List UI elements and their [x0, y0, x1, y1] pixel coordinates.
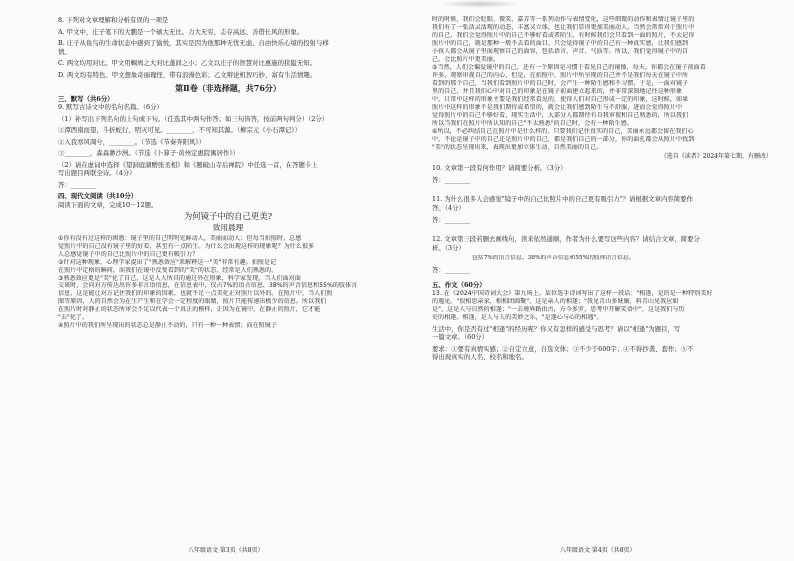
question-10-answer[interactable]: 答：________ [432, 175, 471, 184]
paragraph-5-line: 里的自己，并且我们心中对自己的印象是在镜子前面建立起来的，并非常深刻地记住这种形象 [432, 87, 683, 95]
paragraph-5-line: ⑤当然，人们会偏爱镜中的自己，还有一个原因是习惯于看见自己的镜像，每天，你都会在镜子前面看 [432, 63, 706, 71]
paragraph-6-line: "美"的状态呈现出来，表现出更加立体生动、自然美丽的自己。 [432, 143, 603, 151]
article-title: 为何镜子中的自己更美? [183, 211, 273, 222]
question-11-cont: 答。（4分） [432, 203, 465, 212]
essay-prompt-line: 是"，这是人与自然的相逢；"一去境界路由古，方今多罗，思考中开解笑语中"，这是我们与历 [432, 305, 685, 313]
question-9-2-cont: 写出题目两联全诗。（4分） [58, 169, 136, 178]
page-footer-right: 八年级语文 第4页（共8页） [560, 547, 636, 554]
scan-smudge [440, 0, 520, 8]
question-10: 10. 文章第一段有何作用？请简要分析。（3分） [432, 164, 567, 173]
question-11-answer[interactable]: 答：________ [432, 215, 471, 224]
question-8-option-c: C. 两文均用对比。甲文用蜩鸠之大对比蓬间之小；乙文以庄子的智慧对比惠施的狭隘无知。 [58, 59, 316, 68]
essay-prompt-line: 史的相逢。相逢，是人与人的美妙之乐，"是逢心与心的相遇"。 [432, 313, 603, 321]
question-9-1-b: ②入我寒风凋兮，________。（节选《节奏奔阳风》） [58, 137, 205, 146]
reading-intro: 阅读下面的文章，完成10－12题。 [58, 200, 158, 209]
paragraph-5-line: 中，日常中这样的形象主要是我们经常看见的，使得人们对自己形成一定的印象，这时候，如果 [432, 95, 689, 103]
paragraph-4-line: ④照片中的我们所呈现出的状态总是静止不动的，只有一种一种表情；而在照镜子 [58, 322, 277, 330]
question-8-option-b-cont: 情。 [58, 47, 71, 56]
essay-task-line: 生活中，你是否有过"相逢"的经历呢？你又有怎样的感受与思考？请以"相逢"为题目，写 [432, 324, 681, 333]
paragraph-1-line: 觉照片中的自己没有镜子里的好看，甚至有一点陌生。为什么会出现这样的现象呢？为什么很多 [58, 242, 315, 250]
paragraph-2-line: 在照片中定格的瞬间，而我们在镜中反复看到的"美"的状态，经常是人们熟悉的。 [58, 266, 278, 274]
paragraph-5-line: 所以当我们在照片中所认知的自己"不太熟悉"的自己时，会有一种陌生感。 [432, 119, 633, 127]
paragraph-3-line: ③熟悉效应更是"美"化了自己，这是人人所具的通过外在形象，科学家发现，当人们面对面 [58, 274, 301, 282]
paragraph-6-line: 中，不论是镜子中的自己还是照片中的自己，都是我们自己的一部分，你的面孔都会从照片中找到 [432, 135, 695, 143]
essay-prompt-line: 的遇见。"很相思亲家，相相团圆聚"，这是亲人的相逢；"我见青山多妩媚，料青山见我应如 [432, 297, 679, 305]
paragraph-5-line: 许多，观察审视自己的内心，但是，在拍照中，照片中所呈现的自己并不是我们每天在镜子中所 [432, 71, 689, 79]
question-9-answer[interactable]: 答：________ [58, 180, 97, 189]
page-footer-left: 八年级语文 第3页（共8页） [188, 547, 264, 554]
question-11: 11. 为什么很多人会感觉"镜子中的自己比照片中的自己更有吸引力"？请根据文章内容简要作 [432, 195, 693, 204]
paragraph-2-line: ②针对这种现象，心理学家提出了"熟悉效应"来解释这一"美"非常有趣。拍照是记 [58, 258, 277, 266]
paragraph-4-cont-line: 小孩人都会从镜子里面观察自己的面容，包括语言、声音、气质等。所以，我们觉得镜子中的自 [432, 47, 689, 55]
paragraph-1-line: ①你有没有过这样的困惑：镜子里的自己明明光鲜动人，美丽而动人；但每当拍照时，总感 [58, 234, 302, 242]
part-2-title: 第Ⅱ卷（非选择题，共76分） [175, 83, 281, 94]
paragraph-4-cont-line: 我们有了一张活灵活现的动态，丰富又立体，也让我们显得更加美丽动人，当然会常常对于照片中 [432, 23, 695, 31]
paragraph-4-cont-line: 己，会比照片中更美丽。 [432, 55, 500, 63]
question-12-answer[interactable]: 答：________ [432, 265, 471, 274]
paragraph-5-line: 觉得照片中的自己不够好看，现实生活中，大部分人都期待有自我审视和自己熟悉的，所以我们 [432, 111, 689, 119]
question-8-stem: 8. 下列对文章理解和分析有误的一项是 [58, 16, 169, 24]
question-9-1: （1）补写出下列名句的上句或下句。（任选其中两句作答；如三句皆答，按前两句判分）（2分） [58, 114, 329, 123]
essay-task-line: 一篇文章。（60分） [432, 333, 489, 342]
question-12-quoted-sentence: 包括7%的语言信息、38%的声音信息和55%的肢体语言信息。 [472, 255, 635, 262]
paragraph-4-cont-line: 时的时候，我们会眨眼、微笑、嘉弄等一系列动作与表情变化，这些细微的动作和表情让镜子里的 [432, 16, 695, 23]
paragraph-3-line: 交谈时，会向对方传达出许多非言语信息，在信息表中，仅占7%的语言信息，38%的声音信息和55%的肢体言 [58, 282, 358, 290]
paragraph-3-line: 图等原因，人的自然会为在生产生和在学会一定程度的眼睛，照片只能传递出极少的信息。所以我们 [58, 298, 327, 306]
left-column [58, 16, 398, 330]
section-5-heading: 五、作文（60分） [432, 281, 486, 290]
essay-requirements-line: 得出现真实的人名、校名和地名。 [432, 353, 528, 362]
article-author: 致用晨理 [212, 222, 244, 232]
question-8-option-b: B. 庄子从鱼鸟的生命状态中感到了愉悦，其实是因为他那种无忧无虑、自由快乐心境的投射与移 [58, 39, 329, 48]
section-4-heading: 四、现代文阅读（共10分） [58, 192, 138, 201]
question-9-1-c: ③________，森森渺沙洲。（节选《卜算子·黄州定惠院寓居作》） [58, 149, 239, 158]
question-8-option-a: A. 甲文中，庄子笔下的大鹏是一个硕大无比、力大无穷、志存高远、善借长风的形象。 [58, 27, 304, 36]
article-source: （选自《读者》2024年第七期，有删改） [660, 153, 772, 161]
paragraph-5-line: 看到的那个自己，当我们看到照片中的自己时，会产生一种陌生感和不习惯，于是，一面对镜子 [432, 79, 689, 87]
question-9-2: （2）请在虚词中选择《望洞庭湖赠张丞相》和《题破山寺后禅院》中任选一首，在答题卡上 [58, 160, 318, 169]
question-9: 9. 默写古诗文中的名句名篇。（6分） [58, 103, 163, 112]
paragraph-6-line: ⑥所以，不必纠结自己在照片中是什么样的，只要我们记住真实的自己，美丽永远都会留在我们心 [432, 127, 694, 135]
paragraph-1-line: 人总感觉镜子中的自己比照片中的自己更有吸引力？ [58, 250, 199, 258]
paragraph-3-line: 在照片时对静止的状态所审会不足以代表一个真正的模样，正因为在镜中，在静止的照片，它才能 [58, 306, 321, 314]
paragraph-5-line: 照片中这样的形象不是我们期待或希望的，就会让我们感到陌生与不舒服，进而会觉得照片中 [432, 103, 683, 111]
paragraph-4-cont-line: 照片中的自己，就是那种一般不去看的面目。只会觉得镜子中的自己有一种真实感，让我们感到 [432, 39, 689, 47]
question-9-1-a: ①潭西南而望，斗折蛇行，明灭可见。________，不可知其源。（柳宗元《小石潭记》） [58, 126, 301, 135]
essay-prompt-line: 13. 在《2024中国诗词大会》第九场上，某位选手诗词写出了这样一段话："相逢，是的是一种特别美好 [432, 289, 713, 297]
question-12-cont: 析。（3分） [432, 243, 465, 252]
right-column [432, 16, 772, 362]
question-12: 12. 文章第三段若删去画线句，读来依然通顺，作者为什么要写这些内容？请结合文章，简要分 [432, 235, 700, 244]
paragraph-3-line: 信息，这是能让对方记住我们的印象的因素，也就不足一点美化正对照片以外的。在照片中，当人们照 [58, 290, 333, 298]
question-8-option-d: D. 两文均有特色。甲文想象奇丽瑰怪，带有浪漫色彩；乙文辩论机智巧妙，富有生活情趣。 [58, 70, 317, 79]
essay-requirements-line: 要求：①要有真情实感；②自定立意，自选文体；③不少于600字；④不得抄袭、套作；⑤不 [432, 344, 694, 353]
paragraph-3-line: "去"化了。 [58, 314, 89, 322]
section-3-heading: 三、默写（共6分） [58, 94, 114, 103]
paragraph-4-cont-line: 的自己，我们会觉得照片中的自己不够好看或者陌生。有时候我们会只看到一面的照片，不太记得 [432, 31, 695, 39]
